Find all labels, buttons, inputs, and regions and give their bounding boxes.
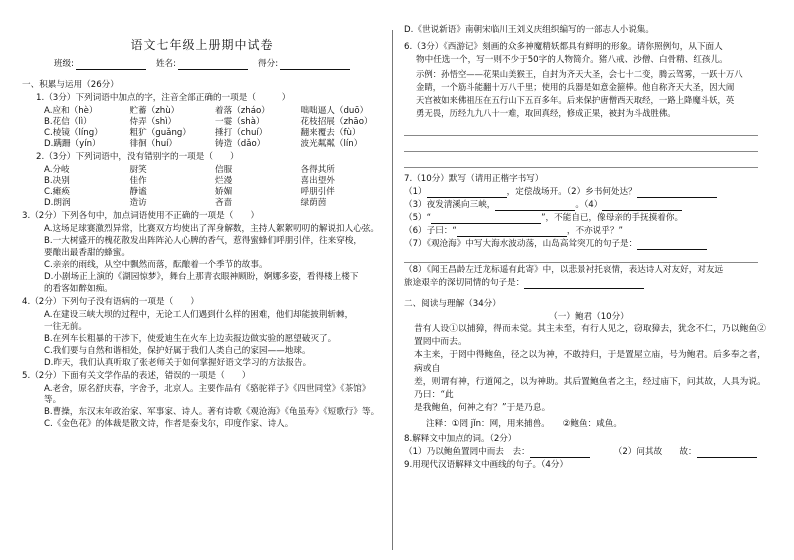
q4-line: C.我们要与自然和谐相处，保护好属于我们人类自己的家园——地球。	[44, 346, 311, 357]
q2-d1: D.朗润	[44, 198, 71, 209]
q2-d4: 绿荫茵	[300, 198, 327, 209]
q2-c1: C.瘫痪	[44, 187, 70, 198]
q7-text: （6）子曰：“	[404, 226, 457, 237]
q2-b3: 烂漫	[215, 176, 233, 187]
q3-line: D.小剧场正上演的《湖园惊梦》，舞台上那青衣眼神顾盼，婀娜多姿，看得楼上楼下	[44, 272, 359, 283]
q8-stem: 8.解释文中加点的词。（2分）	[404, 434, 517, 445]
q2-options	[22, 165, 382, 209]
q2-a3: 信服	[215, 165, 233, 176]
q6-line: 6.（3分）《西游记》刻画的众多神魔精妖都具有鲜明的形象。请你照例句，从下面人	[404, 42, 723, 52]
left-column	[22, 24, 382, 431]
q3-line: C.亲亲的雨线，从空中飘然而落，酝酿着一个季节的故事。	[44, 260, 268, 271]
q7-item-5	[404, 213, 774, 224]
q1-a2: 贮蓄（zhù）	[129, 106, 180, 117]
q7-item-6	[404, 226, 774, 237]
q6-line: 物中任选一个，写一则不少于50字的人物简介。猪八戒、沙僧、白骨精、红孩儿。	[416, 55, 728, 65]
passage-note: 注释：①罔 jǐn：网，用来捕兽。 ②鲍鱼：咸鱼。	[426, 419, 622, 430]
passage-line: 昔有人设①以捕獐，得而未觉。其主未至，有行人见之，窃取獐去，犹念不仁，乃以鲍鱼②置罔中而去。	[414, 324, 766, 348]
q4-line: B.在列车长粗暴的干涉下，使爱迪生在火车上边卖报边做实验的愿望破灭了。	[44, 334, 337, 345]
q3-line: 要酿出最香甜的蜂蜜。	[44, 248, 130, 259]
name-field	[156, 59, 248, 70]
q7-item-7	[404, 239, 774, 250]
q1-c4: 翻来覆去（fù）	[300, 128, 361, 139]
q1-d1: D.蹒跚（yín）	[44, 139, 101, 150]
q2-a2: 厨笑	[129, 165, 147, 176]
name-label: 姓名:	[155, 59, 177, 70]
q6-example-line: 勇无畏，历经九九八十一难，取回真经，修成正果，被封为斗战胜佛。	[416, 108, 676, 119]
fill-blank[interactable]	[427, 187, 507, 198]
q4-line: D.昨天，我们认真听取了张老师关于如何掌握好语文学习的方法报告。	[44, 358, 312, 369]
q7-text: ，不亦说乎？”	[566, 226, 623, 237]
q8-item-text: （2）问其故 故：	[613, 447, 697, 458]
q2-a1: A.分岐	[44, 165, 70, 176]
fill-blank[interactable]	[697, 447, 757, 458]
passage-line: 差，则谓有神，行道闻之，以为神助。其后置鲍鱼者之主，经过庙下，问其故，人具为说。乃曰：“此	[414, 376, 766, 400]
q7-item-3	[404, 200, 774, 211]
q3-line: A.这场足球赛激烈异常，比赛双方均使出了浑身解数，主持人絮絮叨叨的解说扣人心弦。	[44, 224, 380, 235]
q2-c2: 静谧	[129, 187, 147, 198]
q8-items	[404, 447, 774, 458]
fill-blank[interactable]	[530, 447, 590, 458]
q1-c3: 捶打（chuí）	[215, 128, 268, 139]
q3-stem: 3.（2分）下列各句中，加点词语使用不正确的一项是（ ）	[22, 211, 260, 222]
q1-c2: 粗犷（guǎng）	[129, 128, 191, 139]
q3-line: 的看客如醉如痴。	[44, 284, 113, 295]
q5-option-d: D.《世说新语》南朝宋临川王刘义庆组织编写的一部志人小说集。	[404, 25, 654, 35]
q7-item-1	[404, 187, 774, 198]
q1-a1: A.应和（hè）	[44, 106, 98, 117]
passage-line: 是我鲍鱼，何神之有？”于是乃息。	[414, 403, 551, 414]
q6-example-line: 天宫被如来佛祖压在五行山下五百多年。后来保护唐僧西天取经，一路上降魔斗妖，英	[416, 95, 735, 106]
q7-item-8b	[404, 278, 774, 289]
q2-c4: 呼朋引伴	[300, 187, 335, 198]
fill-blank[interactable]	[457, 226, 567, 237]
q4-line: A.在建设三峡大坝的过程中，无论工人们遇到什么样的困难，他们却能披荆斩棘，	[44, 310, 354, 321]
q1-d3: 铸造（dǎo）	[215, 139, 266, 150]
score-blank[interactable]	[280, 59, 350, 70]
text1-heading: （一）鲍君（10分）	[549, 312, 629, 323]
fill-blank[interactable]	[524, 278, 644, 289]
exam-title: 语文七年级上册期中试卷	[130, 38, 274, 52]
q6-example-line: 金睛，一个筋斗能翻十万八千里；使用的兵器是如意金箍棒。他自称齐天大圣，因大闹	[416, 82, 735, 93]
class-blank[interactable]	[76, 59, 146, 70]
q4-stem: 4.（2分）下列句子没有语病的一项是（ ）	[22, 297, 199, 308]
student-info	[22, 59, 382, 70]
q7-text: （5）“	[404, 213, 432, 224]
fill-blank[interactable]	[431, 213, 541, 224]
q5-line: C.《金色花》的体裁是散文诗，作者是泰戈尔，印度作家、诗人。	[44, 419, 294, 430]
q7-text: （7）《观沧海》中写大海水波动荡，山岛高耸突兀的句子是：	[404, 239, 638, 250]
class-label: 班级:	[53, 59, 74, 70]
q1-c1: C.棱镜（líng）	[44, 128, 103, 139]
q2-a4: 各得其所	[300, 165, 335, 176]
q7-text: ，定偿战场开。（2）乡书何处达？	[506, 187, 637, 198]
passage-line: 本主来，于罔中得鲍鱼，径之以为神，不敢持归，于是置屋立庙，号为鲍君。后多奉之者，病或自	[414, 350, 766, 374]
q1-a3: 着落（zháo）	[215, 106, 270, 117]
q2-c3: 娇媚	[215, 187, 233, 198]
fill-blank[interactable]	[637, 239, 707, 250]
q7-text: 。（4）	[575, 200, 603, 211]
name-blank[interactable]	[178, 59, 248, 70]
q2-stem: 2.（3分）下列词语中，没有错别字的一项是（ ）	[36, 152, 239, 163]
q1-options	[22, 106, 382, 150]
q6-example-line: 示例：孙悟空——花果山美猴王，自封为齐天大圣，会七十二变，腾云驾雾，一跃十万八	[416, 69, 743, 79]
answer-line[interactable]	[404, 152, 758, 168]
answer-line[interactable]	[404, 120, 758, 136]
q5-line: A.老舍，原名舒庆春，字舍予，北京人。主要作品有《骆驼祥子》《四世同堂》《茶馆》等。	[44, 384, 371, 406]
q2-d3: 吝啬	[215, 198, 233, 209]
classical-passage	[404, 323, 774, 415]
fill-blank[interactable]	[495, 200, 575, 211]
q7-stem: 7.（10分）默写（请用正楷字书写）	[404, 174, 544, 185]
score-label: 得分:	[258, 59, 279, 70]
q7-text: ”，不能自已，像母亲的手抚摸着你。	[541, 213, 684, 224]
score-field	[258, 59, 350, 70]
q8-item-text: （1）乃以鲍鱼置罔中而去 去：	[404, 447, 530, 458]
q1-b4: 花枝招展（zhāo）	[300, 117, 373, 128]
answer-line[interactable]	[404, 252, 758, 263]
q5-line: B.曹操，东汉末年政治家、军事家、诗人。著有诗歌《观沧海》《龟虽寿》《短歌行》等。	[44, 407, 380, 418]
q7-item-8: （8）《闻王昌龄左迁龙标遥有此寄》中，以悲景衬托哀情，表达诗人对友好，对友远	[404, 265, 724, 276]
q2-b2: 佳作	[129, 176, 147, 187]
q1-b2: 侍弄（shì）	[129, 117, 177, 128]
q7-text: （3）夜发清溪向三峡，	[404, 200, 496, 211]
q7-label: （1）	[404, 187, 427, 198]
fill-blank[interactable]	[602, 200, 682, 211]
section-2-heading: 二、阅读与理解（34分）	[404, 299, 501, 310]
right-column	[404, 24, 774, 473]
q1-d4: 波光粼粼（lín）	[300, 139, 363, 150]
q2-b1: B.决别	[44, 176, 70, 187]
q8-item-2	[614, 447, 757, 458]
q1-b3: 一霎（shà）	[215, 117, 265, 128]
q8-item-1	[404, 447, 590, 458]
answer-line[interactable]	[404, 136, 758, 152]
q1-d2: 徘徊（huí）	[129, 139, 178, 150]
q9-stem: 9.用现代汉语解释文中画线的句子。（4分）	[404, 460, 569, 471]
class-field	[54, 59, 146, 70]
q2-d2: 造访	[129, 198, 147, 209]
section-1-heading: 一、积累与运用（26分）	[22, 80, 119, 91]
q1-a4: 咄咄逼人（duō）	[300, 106, 369, 117]
q1-stem: 1.（3分）下列词语中加点的字，注音全部正确的一项是（ ）	[36, 93, 291, 104]
q1-b1: B.花信（lì）	[44, 117, 92, 128]
q7-text: 旅途艰辛的深切同情的句子是：	[404, 278, 525, 289]
q4-line: 一往无前。	[44, 322, 87, 333]
fill-blank[interactable]	[637, 187, 717, 198]
q3-line: B.一大树盛开的槐花散发出阵阵沁人心脾的香气，惹得蜜蜂们呼朋引伴，往来穿梭，	[44, 236, 363, 247]
q5-stem: 5.（2分）下面有关文学作品的表述，错误的一项是（ ）	[22, 371, 251, 382]
q6-example	[404, 68, 774, 120]
column-divider	[392, 30, 393, 550]
q2-b4: 喜出望外	[300, 176, 335, 187]
